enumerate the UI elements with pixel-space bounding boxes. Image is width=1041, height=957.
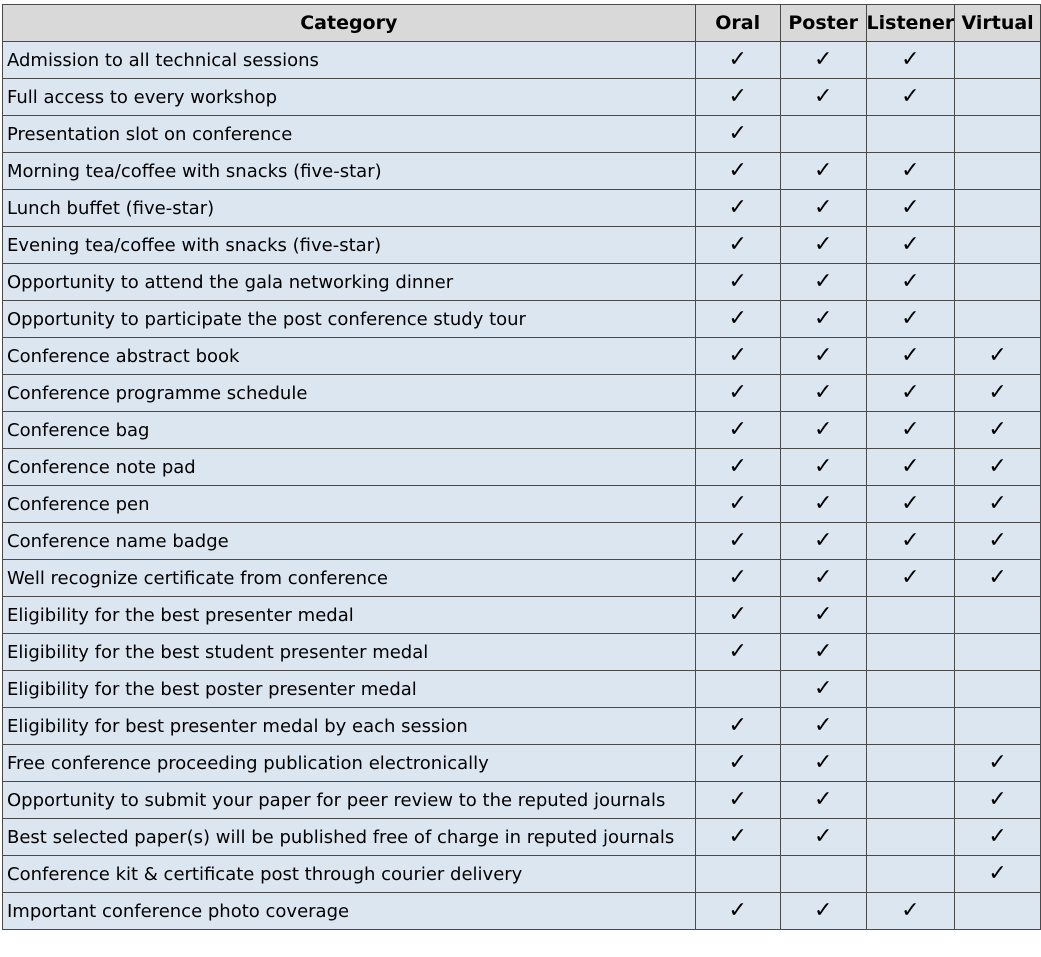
check-mark-icon: ✓ [901, 565, 920, 590]
check-mark-icon: ✓ [728, 528, 747, 553]
check-mark-icon: ✓ [988, 491, 1007, 516]
check-mark-icon: ✓ [728, 713, 747, 738]
check-mark-icon: ✓ [813, 713, 833, 738]
check-mark-icon: ✓ [901, 898, 920, 923]
check-mark-icon: ✓ [728, 121, 747, 146]
check-mark-icon: ✓ [728, 824, 747, 849]
check-mark-icon: ✓ [901, 417, 920, 442]
poster-cell [780, 486, 866, 523]
oral-cell [695, 338, 780, 375]
poster-cell [780, 227, 866, 264]
oral-cell [695, 782, 780, 819]
listener-cell [866, 819, 955, 856]
check-mark-icon: ✓ [728, 84, 747, 109]
listener-cell [866, 634, 955, 671]
check-mark-icon: ✓ [901, 269, 920, 294]
header-listener: Listener [866, 5, 955, 42]
virtual-cell [955, 893, 1041, 930]
check-mark-icon: ✓ [813, 47, 833, 72]
check-mark-icon: ✓ [988, 417, 1007, 442]
oral-cell [695, 819, 780, 856]
poster-cell [780, 153, 866, 190]
category-cell: Conference abstract book [3, 338, 696, 375]
oral-cell [695, 116, 780, 153]
virtual-cell [955, 375, 1041, 412]
poster-cell [780, 597, 866, 634]
oral-cell [695, 375, 780, 412]
virtual-cell [955, 708, 1041, 745]
category-cell: Opportunity to participate the post conference study tour [3, 301, 696, 338]
check-mark-icon: ✓ [728, 454, 747, 479]
virtual-cell [955, 79, 1041, 116]
listener-cell [866, 375, 955, 412]
poster-cell [780, 79, 866, 116]
poster-cell [780, 301, 866, 338]
check-mark-icon: ✓ [901, 306, 920, 331]
poster-cell [780, 338, 866, 375]
check-mark-icon: ✓ [901, 380, 920, 405]
poster-cell [780, 264, 866, 301]
check-mark-icon: ✓ [728, 565, 747, 590]
table-row [3, 301, 1041, 338]
poster-cell [780, 42, 866, 79]
check-mark-icon: ✓ [813, 898, 833, 923]
oral-cell [695, 708, 780, 745]
virtual-cell [955, 523, 1041, 560]
poster-cell [780, 634, 866, 671]
check-mark-icon: ✓ [813, 639, 833, 664]
category-cell: Lunch buffet (five-star) [3, 190, 696, 227]
check-mark-icon: ✓ [813, 232, 833, 257]
virtual-cell [955, 856, 1041, 893]
check-mark-icon: ✓ [813, 417, 833, 442]
category-cell: Conference bag [3, 412, 696, 449]
virtual-cell [955, 190, 1041, 227]
virtual-cell [955, 301, 1041, 338]
category-cell: Conference programme schedule [3, 375, 696, 412]
check-mark-icon: ✓ [901, 232, 920, 257]
category-cell: Morning tea/coffee with snacks (five-star) [3, 153, 696, 190]
check-mark-icon: ✓ [813, 676, 833, 701]
listener-cell [866, 449, 955, 486]
listener-cell [866, 782, 955, 819]
check-mark-icon: ✓ [813, 528, 833, 553]
oral-cell [695, 597, 780, 634]
oral-cell [695, 856, 780, 893]
virtual-cell [955, 338, 1041, 375]
table-row [3, 412, 1041, 449]
table-row [3, 375, 1041, 412]
check-mark-icon: ✓ [901, 84, 920, 109]
check-mark-icon: ✓ [813, 306, 833, 331]
check-mark-icon: ✓ [728, 380, 747, 405]
virtual-cell [955, 116, 1041, 153]
table-row [3, 671, 1041, 708]
check-mark-icon: ✓ [728, 343, 747, 368]
check-mark-icon: ✓ [813, 343, 833, 368]
virtual-cell [955, 449, 1041, 486]
oral-cell [695, 745, 780, 782]
oral-cell [695, 190, 780, 227]
table-row [3, 634, 1041, 671]
check-mark-icon: ✓ [813, 454, 833, 479]
category-cell: Conference name badge [3, 523, 696, 560]
listener-cell [866, 190, 955, 227]
oral-cell [695, 893, 780, 930]
check-mark-icon: ✓ [813, 269, 833, 294]
category-cell: Presentation slot on conference [3, 116, 696, 153]
check-mark-icon: ✓ [813, 565, 833, 590]
poster-cell [780, 523, 866, 560]
check-mark-icon: ✓ [988, 528, 1007, 553]
table-row [3, 116, 1041, 153]
poster-cell [780, 671, 866, 708]
check-mark-icon: ✓ [728, 602, 747, 627]
listener-cell [866, 671, 955, 708]
table-row [3, 264, 1041, 301]
oral-cell [695, 79, 780, 116]
check-mark-icon: ✓ [813, 84, 833, 109]
oral-cell [695, 227, 780, 264]
check-mark-icon: ✓ [728, 491, 747, 516]
listener-cell [866, 745, 955, 782]
check-mark-icon: ✓ [813, 787, 833, 812]
table-row [3, 338, 1041, 375]
check-mark-icon: ✓ [813, 602, 833, 627]
check-mark-icon: ✓ [813, 195, 833, 220]
category-cell: Best selected paper(s) will be published free of charge in reputed journals [3, 819, 696, 856]
check-mark-icon: ✓ [988, 787, 1007, 812]
check-mark-icon: ✓ [728, 232, 747, 257]
category-cell: Free conference proceeding publication electronically [3, 745, 696, 782]
virtual-cell [955, 153, 1041, 190]
virtual-cell [955, 227, 1041, 264]
poster-cell [780, 782, 866, 819]
oral-cell [695, 634, 780, 671]
category-cell: Important conference photo coverage [3, 893, 696, 930]
table-row [3, 856, 1041, 893]
header-oral: Oral [695, 5, 780, 42]
category-cell: Evening tea/coffee with snacks (five-star) [3, 227, 696, 264]
category-cell: Eligibility for the best student presenter medal [3, 634, 696, 671]
check-mark-icon: ✓ [728, 898, 747, 923]
check-mark-icon: ✓ [901, 195, 920, 220]
header-poster: Poster [780, 5, 866, 42]
check-mark-icon: ✓ [901, 47, 920, 72]
check-mark-icon: ✓ [728, 195, 747, 220]
poster-cell [780, 116, 866, 153]
check-mark-icon: ✓ [901, 491, 920, 516]
listener-cell [866, 227, 955, 264]
category-cell: Eligibility for best presenter medal by each session [3, 708, 696, 745]
check-mark-icon: ✓ [728, 158, 747, 183]
category-cell: Conference note pad [3, 449, 696, 486]
virtual-cell [955, 264, 1041, 301]
oral-cell [695, 301, 780, 338]
check-mark-icon: ✓ [988, 343, 1007, 368]
benefits-table [2, 4, 1041, 930]
check-mark-icon: ✓ [901, 343, 920, 368]
category-cell: Well recognize certificate from conference [3, 560, 696, 597]
listener-cell [866, 338, 955, 375]
table-row [3, 190, 1041, 227]
check-mark-icon: ✓ [728, 47, 747, 72]
check-mark-icon: ✓ [813, 491, 833, 516]
virtual-cell [955, 819, 1041, 856]
listener-cell [866, 560, 955, 597]
table-row [3, 227, 1041, 264]
listener-cell [866, 486, 955, 523]
poster-cell [780, 893, 866, 930]
oral-cell [695, 153, 780, 190]
check-mark-icon: ✓ [813, 158, 833, 183]
header-virtual: Virtual [955, 5, 1041, 42]
poster-cell [780, 819, 866, 856]
virtual-cell [955, 597, 1041, 634]
virtual-cell [955, 42, 1041, 79]
check-mark-icon: ✓ [813, 824, 833, 849]
category-cell: Eligibility for the best presenter medal [3, 597, 696, 634]
poster-cell [780, 856, 866, 893]
check-mark-icon: ✓ [988, 750, 1007, 775]
listener-cell [866, 301, 955, 338]
virtual-cell [955, 671, 1041, 708]
table-row [3, 42, 1041, 79]
check-mark-icon: ✓ [728, 750, 747, 775]
check-mark-icon: ✓ [813, 750, 833, 775]
table-row [3, 153, 1041, 190]
oral-cell [695, 449, 780, 486]
listener-cell [866, 523, 955, 560]
oral-cell [695, 42, 780, 79]
oral-cell [695, 412, 780, 449]
virtual-cell [955, 634, 1041, 671]
listener-cell [866, 856, 955, 893]
listener-cell [866, 42, 955, 79]
table-row [3, 79, 1041, 116]
listener-cell [866, 264, 955, 301]
category-cell: Opportunity to submit your paper for peer review to the reputed journals [3, 782, 696, 819]
check-mark-icon: ✓ [728, 417, 747, 442]
virtual-cell [955, 412, 1041, 449]
table-row [3, 560, 1041, 597]
category-cell: Opportunity to attend the gala networking dinner [3, 264, 696, 301]
oral-cell [695, 486, 780, 523]
check-mark-icon: ✓ [728, 787, 747, 812]
table-row [3, 745, 1041, 782]
virtual-cell [955, 560, 1041, 597]
header-row [3, 5, 1041, 42]
check-mark-icon: ✓ [988, 454, 1007, 479]
table-row [3, 893, 1041, 930]
check-mark-icon: ✓ [988, 861, 1007, 886]
check-mark-icon: ✓ [728, 639, 747, 664]
category-cell: Conference kit & certificate post through courier delivery [3, 856, 696, 893]
virtual-cell [955, 745, 1041, 782]
check-mark-icon: ✓ [901, 454, 920, 479]
category-cell: Full access to every workshop [3, 79, 696, 116]
table-row [3, 486, 1041, 523]
oral-cell [695, 264, 780, 301]
table-row [3, 523, 1041, 560]
table-header [3, 5, 1041, 42]
check-mark-icon: ✓ [988, 565, 1007, 590]
listener-cell [866, 708, 955, 745]
poster-cell [780, 745, 866, 782]
category-cell: Eligibility for the best poster presenter medal [3, 671, 696, 708]
table-row [3, 449, 1041, 486]
listener-cell [866, 116, 955, 153]
poster-cell [780, 560, 866, 597]
listener-cell [866, 893, 955, 930]
header-category: Category [3, 5, 696, 42]
oral-cell [695, 523, 780, 560]
oral-cell [695, 671, 780, 708]
listener-cell [866, 412, 955, 449]
check-mark-icon: ✓ [901, 528, 920, 553]
poster-cell [780, 708, 866, 745]
table-body [3, 42, 1041, 930]
check-mark-icon: ✓ [728, 269, 747, 294]
poster-cell [780, 449, 866, 486]
poster-cell [780, 375, 866, 412]
check-mark-icon: ✓ [728, 306, 747, 331]
table-row [3, 708, 1041, 745]
poster-cell [780, 190, 866, 227]
table-row [3, 782, 1041, 819]
poster-cell [780, 412, 866, 449]
check-mark-icon: ✓ [813, 380, 833, 405]
listener-cell [866, 153, 955, 190]
table-row [3, 819, 1041, 856]
category-cell: Conference pen [3, 486, 696, 523]
check-mark-icon: ✓ [988, 380, 1007, 405]
virtual-cell [955, 782, 1041, 819]
listener-cell [866, 597, 955, 634]
category-cell: Admission to all technical sessions [3, 42, 696, 79]
table-row [3, 597, 1041, 634]
oral-cell [695, 560, 780, 597]
check-mark-icon: ✓ [901, 158, 920, 183]
check-mark-icon: ✓ [988, 824, 1007, 849]
listener-cell [866, 79, 955, 116]
virtual-cell [955, 486, 1041, 523]
